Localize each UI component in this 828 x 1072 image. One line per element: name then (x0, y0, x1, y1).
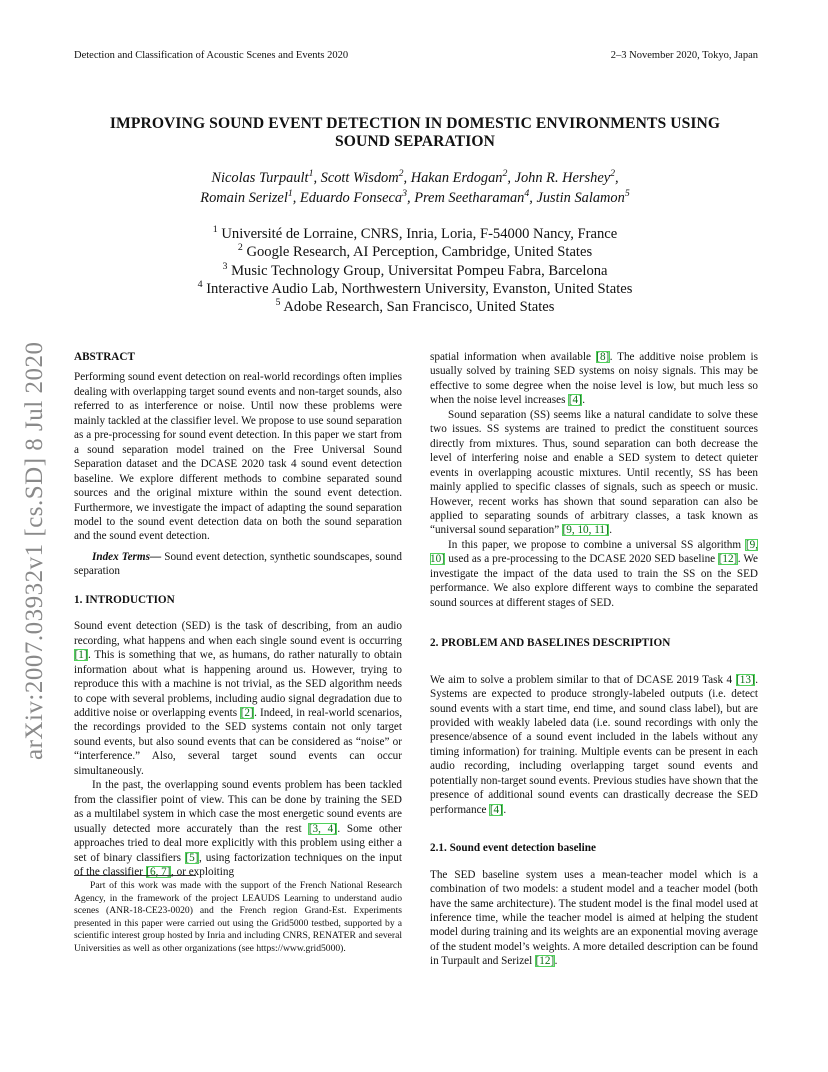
text-run: . (582, 394, 586, 407)
intro-paragraph-2-continued (430, 350, 758, 408)
text-run: . Indeed, in real-world scenarios, the recordings provided to the SED systems contain not only target sound events, but also sound events that can be considered as “noise” or “interference.” Also, several target sound events can occur simultaneously. (74, 706, 402, 777)
author-affiliation-mark: 1 (287, 188, 293, 200)
citation-link[interactable]: [4] (489, 803, 503, 816)
title-line-1: IMPROVING SOUND EVENT DETECTION IN DOMESTIC ENVIRONMENTS USING (109, 115, 721, 132)
citation-link[interactable]: [8] (596, 351, 610, 363)
text-run: . (609, 524, 613, 537)
text-run: Sound event detection (SED) is the task of describing, from an audio recording, what happens and when each single sound event is occurring (74, 620, 402, 647)
affiliation-number: 5 (275, 297, 281, 309)
text-run: . Systems are expected to produce strongly-labeled outputs (i.e. detect sound events with a start time, end time, and sound class label), but are provided with weakly labeled data (i.e. sound recordings with only the presence/absence of a sound event included in the labels without any timing information) for training. Multiple events can be present in each audio recording, including overlapping target sound events and potentially non-target sound events. Previous studies have shown that the presence of additional sound events can drastically decrease the SED performance (430, 673, 758, 816)
text-run: In this paper, we propose to combine a universal SS algorithm (448, 538, 746, 551)
paper-title (74, 115, 756, 151)
text-run: . The additive noise problem is usually solved by training SED systems on noisy signals. This may be effective to some degree when the noise level is low, but much less so when the noise level increases (430, 351, 758, 407)
text-run: , or exploiting (171, 865, 235, 878)
author-affiliation-mark: 1 (308, 168, 314, 180)
sed-baseline-paragraph (430, 868, 758, 969)
affiliation (74, 298, 756, 316)
citation-link[interactable]: [1] (74, 649, 88, 662)
author-name: Nicolas Turpault (211, 170, 309, 186)
text-run: . (554, 955, 558, 968)
text-run: . This is something that we, as humans, do rather naturally to obtain information about what is happening around us. However, trying to reproduce this with a machine is not trivial, as the SED algorithm needs to cope with several problems, including audio signal degradation due to additive noise or overlapping events (74, 649, 402, 719)
problem-paragraph (430, 673, 758, 818)
title-line-2: SOUND SEPARATION (334, 133, 495, 150)
affiliation-text: Google Research, AI Perception, Cambridge, United States (246, 244, 593, 261)
author-name: Romain Serizel (200, 190, 288, 206)
citation-link[interactable]: [9, 10] (430, 538, 758, 566)
author-name: John R. Hershey (514, 170, 611, 186)
citation-link[interactable]: [4] (568, 394, 582, 407)
affiliation-number: 4 (197, 279, 203, 291)
problem-heading: 2. PROBLEM AND BASELINES DESCRIPTION (430, 637, 671, 650)
author-affiliation-mark: 2 (398, 168, 404, 180)
intro-paragraph-2 (74, 778, 402, 879)
arxiv-stamp: arXiv:2007.03932v1 [cs.SD] 8 Jul 2020 (21, 341, 48, 760)
running-header-left: Detection and Classification of Acoustic Scenes and Events 2020 (74, 50, 349, 61)
affiliation-number: 1 (212, 224, 218, 236)
abstract-text: Performing sound event detection on real-world recordings often implies dealing with overlapping target sound events and non-target sounds, also referred to as interference or noise. Until now these problems were mainly tackled at the classifier level. We propose to use sound separation as a pre-processing for sound event detection. In this paper we start from a sound separation model trained on the Free Universal Sound Separation dataset and the DCASE 2020 task 4 sound event detection baseline. We explore different methods to combine separated sound sources and the original mixture within the sound event detection. Furthermore, we investigate the impact of adapting the sound separation model to the sound event detection data on both the sound separation and the sound event detection. (74, 371, 402, 543)
intro-paragraph-1 (74, 619, 402, 778)
citation-link[interactable]: [12] (535, 955, 555, 968)
text-run: . Some other approaches tried to deal more explicitly with this problem using either a set of binary classifiers (74, 822, 402, 864)
citation-link[interactable]: [6, 7] (146, 865, 171, 878)
author-line-2: Romain Serizel$^1$, Eduardo Fonseca$^3$, Prem Seetharaman$^4$, Justin Salamon$^5$ (200, 188, 630, 206)
affiliation-text: Adobe Research, San Francisco, United States (283, 299, 555, 316)
footnote-rule (74, 875, 196, 876)
author-affiliation-mark: 4 (524, 188, 530, 200)
author-name: Eduardo Fonseca (299, 190, 403, 206)
affiliation-list (74, 225, 756, 316)
text-run: . (503, 803, 507, 816)
index-terms-label: Index Terms— (92, 550, 162, 563)
author-affiliation-mark: 2 (502, 168, 508, 180)
author-name: Hakan Erdogan (410, 170, 503, 186)
citation-link[interactable]: [12] (718, 553, 738, 566)
citation-link[interactable]: [9, 10, 11] (562, 524, 609, 537)
affiliation (74, 280, 756, 298)
author-name: Justin Salamon (536, 190, 625, 206)
left-column (74, 350, 402, 879)
affiliation-number: 2 (237, 242, 243, 254)
right-column (430, 350, 758, 969)
index-terms (74, 550, 402, 579)
author-affiliation-mark: 3 (402, 188, 407, 200)
running-header-right: 2–3 November 2020, Tokyo, Japan (610, 50, 758, 61)
citation-link[interactable]: [5] (185, 851, 199, 864)
text-run: spatial information when available (430, 351, 596, 363)
author-affiliation-mark: 5 (624, 188, 630, 200)
author-line-1: Nicolas Turpault$^1$, Scott Wisdom$^2$, Hakan Erdogan$^2$, John R. Hershey$^2$, (211, 168, 619, 186)
introduction-heading: 1. INTRODUCTION (74, 593, 175, 606)
affiliation-text: Interactive Audio Lab, Northwestern University, Evanston, United States (206, 280, 633, 297)
citation-link[interactable]: [13] (736, 673, 755, 686)
affiliation (74, 262, 756, 280)
affiliation-number: 3 (222, 260, 228, 272)
text-run: We aim to solve a problem similar to that of DCASE 2019 Task 4 (430, 673, 736, 686)
intro-paragraph-4 (430, 538, 758, 610)
citation-link[interactable]: [3, 4] (308, 822, 337, 835)
affiliation (74, 225, 756, 243)
author-affiliation-mark: 2 (610, 168, 615, 180)
intro-paragraph-3 (430, 408, 758, 538)
text-run: The SED baseline system uses a mean-teacher model which is a combination of two models: a student model and a teacher model (both have the same architecture). The student model is the final model used at inference time, while the teacher model is aimed at helping the student model during training and its weights are an exponential moving average of the student model’s weights. A more detailed description can be found in Turpault and Serizel (430, 868, 758, 968)
text-run: Sound separation (SS) seems like a natural candidate to solve these two issues. SS systems are trained to predict the constituent sources directly from mixtures. Thus, sound separation can both decrease the level of interfering noise and enable a SED system to detect quieter events in overlapping acoustic mixtures. Until recently, SS has been mainly applied to specific classes of signals, such as speech or music. However, recent works has shown that sound separation can also be applied to separating sounds of arbitrary classes, a task known as “universal sound separation” (430, 408, 758, 537)
index-terms-text: Sound event detection, synthetic soundscapes, sound separation (74, 550, 402, 578)
text-run: , using factorization techniques on the input of the classifier (74, 851, 403, 878)
abstract-heading: ABSTRACT (74, 351, 135, 363)
text-run: used as a pre-processing to the DCASE 2020 SED baseline (445, 553, 719, 566)
text-run: In the past, the overlapping sound events problem has been tackled from the classifier point of view. This can be done by training the SED as a multilabel system in which case the most energetic sound events are usually detected more accurately than the rest (74, 779, 402, 835)
affiliation-text: Université de Lorraine, CNRS, Inria, Loria, F-54000 Nancy, France (221, 226, 618, 242)
text-run: . We investigate the impact of the data used to train the SS on the SED performance. We also explore different ways to combine the separated sound sources at different stages of SED. (430, 553, 758, 609)
author-name: Scott Wisdom (320, 170, 399, 186)
sed-baseline-heading: 2.1. Sound event detection baseline (430, 842, 596, 855)
affiliation (74, 243, 756, 261)
footnote: Part of this work was made with the support of the French National Research Agency, in the framework of the project LEAUDS Learning to understand audio scenes (ANR-18-CE23-0020) and the French region Grand-Est. Experiments presented in this paper were carried out using the Grid5000 testbed, supported by a scientific interest group hosted by Inria and including CNRS, RENATER and several Universities as well as other organizations (see https://www.grid5000). (74, 880, 402, 954)
author-list (74, 168, 756, 208)
author-name: Prem Seetharaman (414, 190, 525, 206)
citation-link[interactable]: [2] (240, 706, 254, 719)
affiliation-text: Music Technology Group, Universitat Pompeu Fabra, Barcelona (231, 262, 608, 279)
